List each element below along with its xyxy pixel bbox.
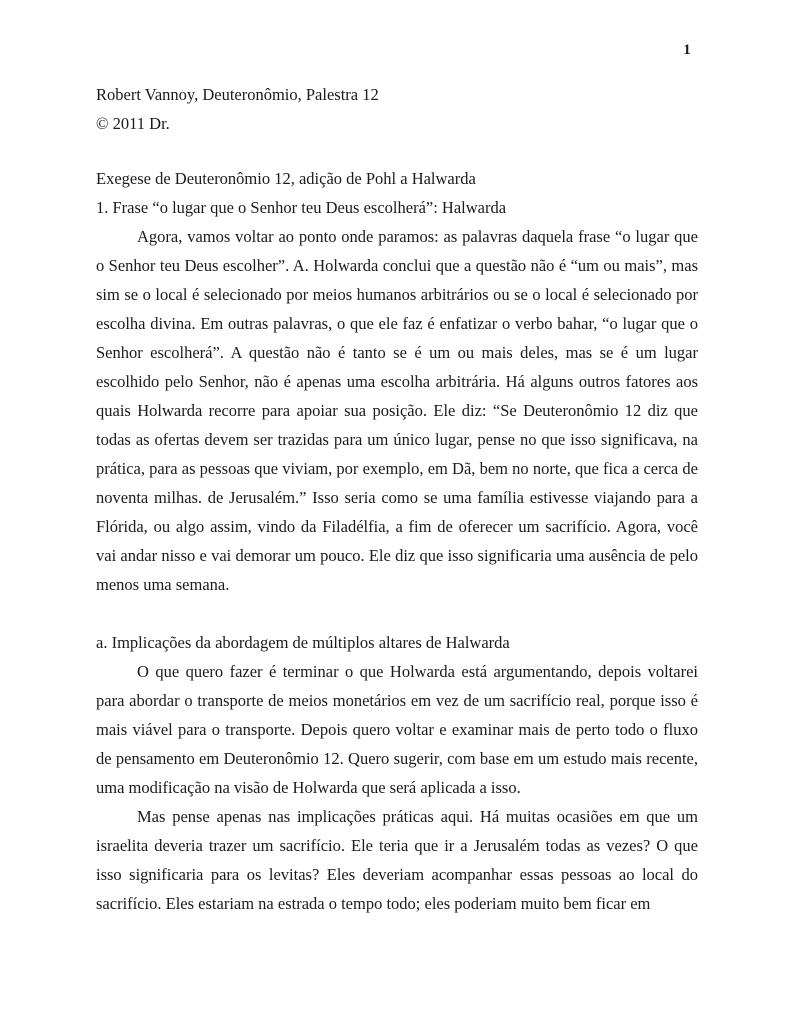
section-item-1-title: 1. Frase “o lugar que o Senhor teu Deus escolherá”: Halwarda [96, 198, 507, 217]
header-author-line: Robert Vannoy, Deuteronômio, Palestra 12 [96, 85, 379, 104]
subsection-a-title: a. Implicações da abordagem de múltiplos altares de Halwarda [96, 633, 510, 652]
paragraph-3: Mas pense apenas nas implicações práticas aqui. Há muitas ocasiões em que um israelita deveria trazer um sacrifício. Ele teria que ir a Jerusalém todas as vezes? O que isso significaria para os levitas? Eles deveriam acompanhar essas pessoas ao local do sacrifício. Eles estariam na estrada o tempo todo; eles poderiam muito bem ficar em [96, 807, 698, 913]
document-header [96, 80, 698, 138]
paragraph-2: O que quero fazer é terminar o que Holwarda está argumentando, depois voltarei para abordar o transporte de meios monetários em vez de um sacrifício real, porque isso é mais viável para o transporte. Depois quero voltar e examinar mais de perto todo o fluxo de pensamento em Deuteronômio 12. Quero sugerir, com base em um estudo mais recente, uma modificação na visão de Holwarda que será aplicada a isso. [96, 662, 698, 797]
page-number: 1 [683, 42, 691, 58]
paragraph-1: Agora, vamos voltar ao ponto onde paramos: as palavras daquela frase “o lugar que o Senhor teu Deus escolher”. A. Holwarda conclui que a questão não é “um ou mais”, mas sim se o local é selecionado por meios humanos arbitrários ou se o local é selecionado por escolha divina. Em outras palavras, o que ele faz é enfatizar o verbo bahar, “o lugar que o Senhor escolherá”. A questão não é tanto se é um ou mais deles, mas se é um lugar escolhido pelo Senhor, não é apenas uma escolha arbitrária. Há alguns outros fatores aos quais Holwarda recorre para apoiar sua posição. Ele diz: “Se Deuteronômio 12 diz que todas as ofertas devem ser trazidas para um único lugar, pense no que isso significava, na prática, para as pessoas que viviam, por exemplo, em Dã, bem no norte, que fica a cerca de noventa milhas. de Jerusalém.” Isso seria como se uma família estivesse viajando para a Flórida, ou algo assim, vindo da Filadélfia, a fim de oferecer um sacrifício. Agora, você vai andar nisso e vai demorar um pouco. Ele diz que isso significaria uma ausência de pelo menos uma semana. [96, 227, 698, 594]
section-title: Exegese de Deuteronômio 12, adição de Pohl a Halwarda [96, 169, 476, 188]
document-body [96, 164, 698, 918]
header-copyright-line: © 2011 Dr. [96, 114, 170, 133]
